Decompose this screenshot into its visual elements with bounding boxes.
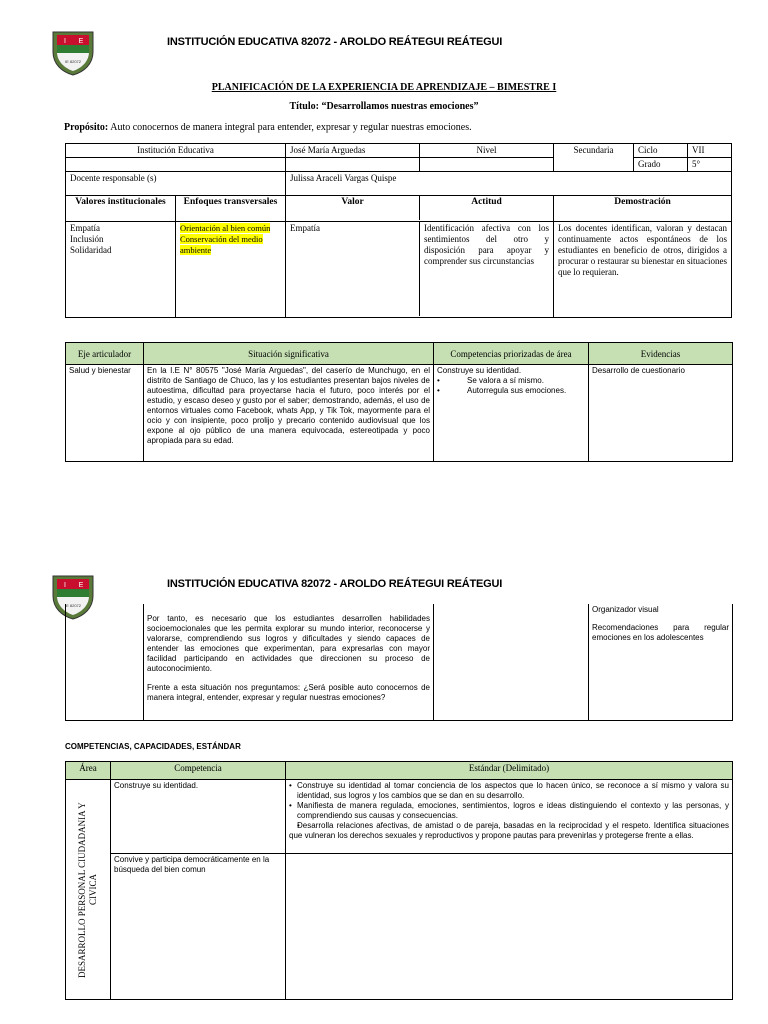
standard-item: • Construye su identidad al tomar conciencia de los aspectos que lo hacen único, se reconoce a sí mismo y valora su identidad, sus logros y los cambios que se dan en su desarrollo. [289, 781, 729, 801]
values-list-cell [66, 222, 176, 318]
competencies-header: Competencias priorizadas de área [434, 343, 589, 365]
evidence-item: Organizador visual [592, 605, 659, 614]
competencies-table [65, 761, 733, 1000]
planning-title: PLANIFICACIÓN DE LA EXPERIENCIA DE APRENDIZAJE – BIMESTRE I [211, 82, 557, 93]
competency-item: Se valora a sí mismo. [467, 376, 544, 385]
grade-value: 5° [688, 158, 732, 172]
demonstration-header: Demostración [554, 196, 732, 222]
approach-item: Orientación al bien común [180, 223, 271, 233]
level-value: Secundaria [554, 144, 634, 172]
purpose-value: Auto conocernos de manera integral para entender, expresar y regular nuestras emociones. [110, 122, 472, 133]
competency-cell: Construye su identidad. [111, 780, 286, 854]
axis-cell: Salud y bienestar [66, 365, 144, 462]
standard-cell [286, 780, 733, 854]
svg-text:IE 82072: IE 82072 [64, 603, 82, 608]
level-label: Nivel [420, 144, 554, 158]
situation-continuation-cell [144, 604, 434, 720]
demonstration-cell: Los docentes identifican, valoran y destacan continuamente actos espontáneos de los estudiantes en beneficio de otros, dirigidos a procurar o restaurar su bienestar en situaciones que lo requieran. [554, 222, 732, 318]
institution-label: Institución Educativa [66, 144, 286, 158]
competencies-heading: COMPETENCIAS, CAPACIDADES, ESTÁNDAR [65, 742, 241, 751]
standard-header: Estándar (Delimitado) [286, 762, 733, 780]
school-crest-logo [48, 28, 98, 76]
teacher-value: Julissa Araceli Vargas Quispe [286, 172, 732, 196]
area-header: Área [66, 762, 111, 780]
area-name: DESARROLLO PERSONAL CIUDADANIA Y CIVICA [77, 801, 98, 978]
value-item: Inclusión [70, 234, 104, 244]
grade-label: Grado [634, 158, 688, 172]
purpose-label: Propósito: [64, 122, 109, 133]
school-name-header: INSTITUCIÓN EDUCATIVA 82072 - AROLDO REÁTEGUI REÁTEGUI [167, 36, 503, 48]
cycle-value: VII [688, 144, 732, 158]
standard-cell-empty [286, 854, 733, 1000]
school-name-header: INSTITUCIÓN EDUCATIVA 82072 - AROLDO REÁTEGUI REÁTEGUI [167, 578, 503, 590]
competency-cell: Convive y participa democráticamente en la búsqueda del bien comun [111, 854, 286, 1000]
situation-paragraph: Por tanto, es necesario que los estudiantes desarrollen habilidades socioemocionales que les permita explorar su mundo interior, reconocerse y valorarse, comprendiendo sus logros y dificultades y siendo capaces de entender las emociones que experimentan, para expresarlas con mayor facilidad participando en actividades que direccionen su proceso de autoconocimiento. [147, 614, 430, 673]
cycle-label: Ciclo [634, 144, 688, 158]
approaches-header: Enfoques transversales [176, 196, 286, 222]
teacher-label: Docente responsable (s) [66, 172, 286, 196]
document-title [0, 101, 768, 112]
svg-text:I: I [64, 582, 66, 589]
axis-header: Eje articulador [66, 343, 144, 365]
value-item: Solidaridad [70, 245, 112, 255]
institution-value: José María Arguedas [286, 144, 420, 158]
evidence-item: Recomendaciones para regular emociones en los adolescentes [592, 623, 729, 642]
area-cell [66, 780, 111, 1000]
svg-text:I: I [64, 38, 66, 45]
value-item: Empatía [70, 223, 100, 233]
svg-text:E: E [78, 38, 84, 45]
situation-question: Frente a esta situación nos preguntamos: ¿Será posible auto conocernos de manera integral, entender, expresar y regular nuestras emociones? [147, 683, 430, 702]
competencies-cell: Construye su identidad. • Se valora a sí mismo. • Autorregula sus emociones. [434, 365, 589, 462]
evidence-header: Evidencias [589, 343, 733, 365]
competency-item: Autorregula sus emociones. [467, 386, 567, 395]
institution-info-table [65, 143, 732, 318]
svg-text:E: E [78, 582, 84, 589]
situation-continuation-table [65, 604, 733, 721]
value-header: Valor [341, 197, 364, 207]
situation-table [65, 342, 733, 462]
values-header: Valores institucionales [66, 196, 176, 222]
competency-main: Construye su identidad. [437, 366, 522, 375]
approaches-list-cell [176, 222, 286, 318]
title-value: “Desarrollamos nuestras emociones” [321, 101, 479, 112]
purpose [64, 122, 472, 133]
value-cell: Empatía [290, 223, 321, 233]
standard-item: • Desarrolla relaciones afectivas, de amistad o de pareja, basadas en la reciprocidad y el respeto. Identifica situaciones que vulneran los derechos sexuales y reproductivos y propone pautas para prevenirlas y protegerse frente a ellas. [289, 821, 729, 841]
standard-item: • Manifiesta de manera regulada, emociones, sentimientos, logros e ideas distinguiendo el contexto y las personas, y comprendiendo sus causas y consecuencias. [289, 801, 729, 821]
situation-cell: En la I.E N° 80575 "José María Arguedas", del caserío de Munchugo, en el distrito de Santiago de Chuco, las y los estudiantes presentan bajos niveles de autoestima, dificultad para proyectarse hacia el futuro, poco interés por el estudio, y escaso deseo y gusto por el saber; demostrando, además, el uso de entornos virtuales como Facebook, whats App, y Tik Tok, mayormente para el ocio y con insipiente, poco prolijo y precario contenido audiovisual que los expone al ojo público de una manera equivocada, estereotipada y poco apropiada para su edad. [144, 365, 434, 462]
approach-item: Conservación del medio ambiente [180, 234, 263, 255]
competency-header: Competencia [111, 762, 286, 780]
svg-text:IE 82072: IE 82072 [64, 59, 82, 64]
title-label: Título: [289, 101, 319, 112]
evidence-continuation-cell [589, 604, 733, 720]
evidence-cell: Desarrollo de cuestionario [589, 365, 733, 462]
situation-header: Situación significativa [144, 343, 434, 365]
attitude-header: Actitud [419, 196, 553, 220]
attitude-cell: Identificación afectiva con los sentimientos del otro y disposición para apoyar y comprender sus circunstancias [419, 222, 553, 316]
